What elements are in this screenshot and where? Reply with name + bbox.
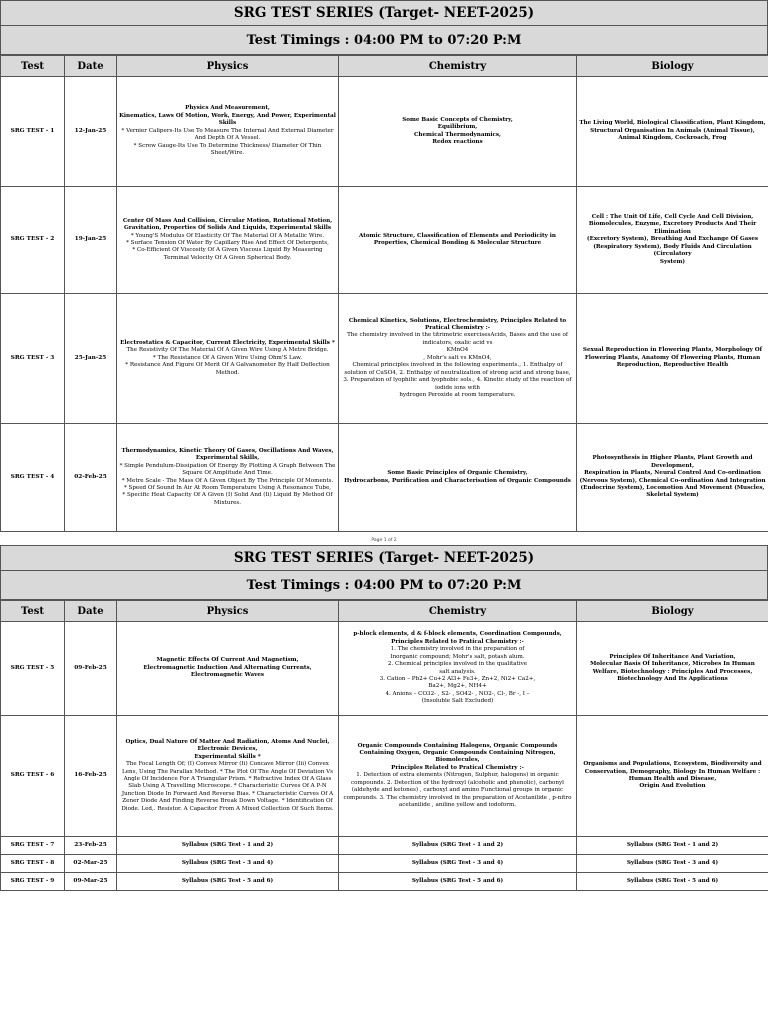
header-biology: Biology xyxy=(577,56,768,77)
header-chemistry: Chemistry xyxy=(339,56,577,77)
biology-syllabus: Syllabus (SRG Test - 1 and 2) xyxy=(626,841,719,848)
physics-syllabus-cell xyxy=(117,716,339,837)
chemistry-syllabus-cell xyxy=(339,77,577,187)
biology-syllabus: Syllabus (SRG Test - 3 and 4) xyxy=(626,859,719,866)
header-physics: Physics xyxy=(117,601,339,622)
physics-syllabus-cell xyxy=(117,855,339,873)
series-title: SRG TEST SERIES (Target- NEET-2025) xyxy=(0,0,768,26)
test-name: SRG TEST - 9 xyxy=(10,877,55,884)
test-date: 19-Jan-25 xyxy=(74,236,107,243)
physics-syllabus-cell xyxy=(117,837,339,855)
header-test: Test xyxy=(1,601,65,622)
test-name: SRG TEST - 6 xyxy=(10,772,55,779)
test-date: 09-Feb-25 xyxy=(74,664,107,671)
header-row xyxy=(1,601,768,622)
table-row xyxy=(1,837,768,855)
physics-syllabus-cell xyxy=(117,622,339,716)
biology-syllabus: Syllabus (SRG Test - 5 and 6) xyxy=(626,877,719,884)
test-name-cell xyxy=(1,294,65,424)
chemistry-syllabus-cell xyxy=(339,187,577,294)
physics-syllabus: Syllabus (SRG Test - 1 and 2) xyxy=(181,841,274,848)
physics-topics: Center Of Mass And Collision, Circular Motion, Rotational Motion, Gravitation, Properties Of Solids And Liquids, Experimental Skills xyxy=(122,217,333,232)
chemistry-practicals: 1. Detection of extra elements (Nitrogen, Sulphur, halogens) in organic compounds. 2. Detection of the hydroxyl (alcoholic and phenolic), carbonyl (aldehyde and ketones) , carboxyl and amino Functional groups in organic compounds. 3. The chemistry involved in the preparation of Acetanilide , p-nitro acetanilide , aniline yellow and iodoform. xyxy=(343,772,572,809)
header-chemistry: Chemistry xyxy=(339,601,577,622)
biology-syllabus-cell xyxy=(577,424,768,532)
test-timings: Test Timings : 04:00 PM to 07:20 P:M xyxy=(0,571,768,600)
table-row xyxy=(1,855,768,873)
chemistry-topics: Organic Compounds Containing Halogens, Organic Compounds Containing Oxygen, Organic Compounds Containing Nitrogen, Biomolecules, Principles Related to Pratical Chemistry :- xyxy=(357,742,558,771)
test-name-cell xyxy=(1,187,65,294)
table-row xyxy=(1,716,768,837)
test-date-cell xyxy=(65,424,117,532)
test-name: SRG TEST - 7 xyxy=(10,841,55,848)
biology-syllabus-cell xyxy=(577,77,768,187)
chemistry-syllabus-cell xyxy=(339,873,577,891)
table-row xyxy=(1,424,768,532)
test-date: 23-Feb-25 xyxy=(74,841,107,848)
header-biology: Biology xyxy=(577,601,768,622)
biology-syllabus-cell xyxy=(577,294,768,424)
physics-syllabus-cell xyxy=(117,77,339,187)
chemistry-topics: Some Basic Concepts of Chemistry, Equilibrium, Chemical Thermodynamics, Redox reactions xyxy=(402,116,513,145)
biology-syllabus-cell xyxy=(577,187,768,294)
chemistry-topics: p-block elements, d & f-block elements, Coordination Compounds, Principles Related to Pratical Chemistry :- xyxy=(353,631,562,645)
physics-experiments: * Simple Pendulum-Dissipation Of Energy By Plotting A Graph Between The Square Of Amplitude And Time. * Metre Scale - The Mass Of A Given Object By The Principle Of Moments. * Speed Of Sound In Air At Room Temperature Using A Resonance Tube, * Specific Heat Capacity Of A Given (I) Solid And (Ii) Liquid By Method Of Mixtures. xyxy=(119,462,336,506)
test-date-cell xyxy=(65,622,117,716)
test-date-cell xyxy=(65,77,117,187)
chemistry-practicals: 1. The chemistry involved in the preparation of Inorganic compound; Mohr's salt, potash alum. 2. Chemical principles involved in the qualitative salt analysis. 3. Cation – Pb2+ Cu+2 Al3+ Fe3+, Zn+2, Ni2+ Ca2+, Ba2+, Mg2+, NH4+ 4. Anions – CO32- , S2- , SO42- , NO2-, Cl-, Br -, I – (Insoluble Salt Excluded) xyxy=(379,646,536,705)
test-date: 16-Feb-25 xyxy=(74,772,107,779)
chemistry-topics: Some Basic Principles of Organic Chemistry, Hydrocarbons, Purification and Characterisation of Organic Compounds xyxy=(344,470,571,484)
chemistry-syllabus-cell xyxy=(339,622,577,716)
test-date-cell xyxy=(65,855,117,873)
physics-topics: Electrostatics & Capacitor, Current Electricity, Experimental Skills * xyxy=(120,339,335,346)
physics-syllabus-cell xyxy=(117,424,339,532)
test-name-cell xyxy=(1,837,65,855)
test-date: 02-Feb-25 xyxy=(74,473,107,480)
test-name-cell xyxy=(1,855,65,873)
schedule-table-2 xyxy=(0,600,768,891)
test-name-cell xyxy=(1,77,65,187)
physics-topics: Thermodynamics, Kinetic Theory Of Gases, Oscillations And Waves, Experimental Skills, xyxy=(121,447,334,462)
biology-topics: The Living World, Biological Classification, Plant Kingdom, Structural Organisation In Animals (Animal Tissue), Animal Kingdom, Cockroach, Frog xyxy=(579,120,766,142)
test-date-cell xyxy=(65,716,117,837)
physics-experiments: * Young'S Modulus Of Elasticity Of The Material Of A Metallic Wire. * Surface Tension Of Water By Capillary Rise And Effect Of Detergents, * Co-Efficient Of Viscosity Of A Given Viscous Liquid By Measuring Terminal Velocity Of A Given Spherical Body. xyxy=(126,232,329,261)
test-name: SRG TEST - 2 xyxy=(10,236,55,243)
chemistry-topics: Chemical Kinetics, Solutions, Electrochemistry, Principles Related to Pratical Chemistry :- xyxy=(348,317,567,332)
test-name-cell xyxy=(1,622,65,716)
chemistry-syllabus-cell xyxy=(339,716,577,837)
biology-syllabus-cell xyxy=(577,622,768,716)
biology-topics: Sexual Reproduction in Flowering Plants, Morphology Of Flowering Plants, Anatomy Of Flowering Plants, Human Reproduction, Reproductive Health xyxy=(582,347,763,369)
test-name-cell xyxy=(1,716,65,837)
header-date: Date xyxy=(65,56,117,77)
chemistry-syllabus: Syllabus (SRG Test - 3 and 4) xyxy=(411,859,504,866)
test-date-cell xyxy=(65,294,117,424)
physics-syllabus: Syllabus (SRG Test - 3 and 4) xyxy=(181,859,274,866)
biology-topics: Organisms and Populations, Ecosystem, Biodiversity and Conservation, Demography, Biology In Human Welfare : Human Health and Disease, Origin And Evolution xyxy=(583,761,762,790)
physics-experiments: The Focal Length Of; (I) Convex Mirror (Ii) Concave Mirror (Iii) Convex Lens, Using The Parallax Method. * The Plot Of The Angle Of Deviation Vs Angle Of Incidence For A Triangular Prism. * Refractive Index Of A Glass Slab Using A Travelling Microscope. * Characteristic Curves Of A P-N Junction Diode In Forward And Reverse Bias. * Characteristic Curves Of A Zener Diode And Finding Reverse Break Down Voltage. * Identification Of Diode. Led,. Resistor. A Capacitor From A Mixed Collection Of Such Items. xyxy=(121,761,334,812)
biology-topics: Photosynthesis in Higher Plants, Plant Growth and Development, Respiration in Plants, Neural Control And Co-ordination (Nervous System), Chemical Co-ordination And Integration (Endocrine System), Locomotion And Movement (Muscles, Skeletal System) xyxy=(579,455,766,499)
schedule-table-1 xyxy=(0,55,768,532)
series-title: SRG TEST SERIES (Target- NEET-2025) xyxy=(0,545,768,571)
test-name: SRG TEST - 3 xyxy=(10,354,55,361)
chemistry-syllabus-cell xyxy=(339,837,577,855)
physics-syllabus-cell xyxy=(117,294,339,424)
header-row xyxy=(1,56,768,77)
test-date: 25-Jan-25 xyxy=(74,354,107,361)
chemistry-syllabus: Syllabus (SRG Test - 5 and 6) xyxy=(411,877,504,884)
table-row xyxy=(1,622,768,716)
chemistry-syllabus: Syllabus (SRG Test - 1 and 2) xyxy=(411,841,504,848)
physics-topics: Physics And Measurement, Kinematics, Laws Of Motion, Work, Energy, And Power, Experimental Skills xyxy=(119,105,336,127)
header-physics: Physics xyxy=(117,56,339,77)
biology-syllabus-cell xyxy=(577,873,768,891)
test-date: 02-Mar-25 xyxy=(73,859,108,866)
physics-topics: Optics, Dual Nature Of Matter And Radiation, Atoms And Nuclei, Electronic Devices, Experimental Skills * xyxy=(125,738,330,760)
physics-experiments: * Vernier Calipers-Its Use To Measure The Internal And External Diameter And Depth Of A Vessel. * Screw Gauge-Its Use To Determine Thickness/ Diameter Of Thin Sheet/Wire. xyxy=(121,127,334,157)
table-row xyxy=(1,294,768,424)
physics-topics: Magnetic Effects Of Current And Magnetism, Electromagnetic Induction And Alternating Currents, Electromagnetic Waves xyxy=(143,657,312,679)
test-name: SRG TEST - 8 xyxy=(10,859,55,866)
test-timings: Test Timings : 04:00 PM to 07:20 P:M xyxy=(0,26,768,55)
chemistry-syllabus-cell xyxy=(339,294,577,424)
biology-syllabus-cell xyxy=(577,716,768,837)
page-number: Page 1 of 2 xyxy=(371,538,397,543)
physics-syllabus: Syllabus (SRG Test - 5 and 6) xyxy=(181,877,274,884)
biology-topics: Cell : The Unit Of Life, Cell Cycle And Cell Division, Biomolecules, Enzyme, Excretory Products And Their Elimination (Excretory System), Breathing And Exchange Of Gases (Respiratory System), Body Fluids And Circulation (Circulatory System) xyxy=(586,213,759,265)
test-name: SRG TEST - 5 xyxy=(10,664,55,671)
test-name: SRG TEST - 1 xyxy=(10,127,55,134)
test-date-cell xyxy=(65,837,117,855)
chemistry-syllabus-cell xyxy=(339,424,577,532)
test-name: SRG TEST - 4 xyxy=(10,473,55,480)
physics-syllabus-cell xyxy=(117,873,339,891)
physics-syllabus-cell xyxy=(117,187,339,294)
header-test: Test xyxy=(1,56,65,77)
biology-syllabus-cell xyxy=(577,837,768,855)
physics-experiments: The Resistivity Of The Material Of A Given Wire Using A Metre Bridge. * The Resistance Of A Given Wire Using Ohm'S Law. * Resistance And Figure Of Merit Of A Galvanometer By Half Deflection Method. xyxy=(125,347,330,376)
biology-syllabus-cell xyxy=(577,855,768,873)
table-row xyxy=(1,873,768,891)
test-date: 09-Mar-25 xyxy=(73,877,108,884)
schedule-page-2 xyxy=(0,545,768,891)
table-row xyxy=(1,77,768,187)
test-name-cell xyxy=(1,873,65,891)
test-date-cell xyxy=(65,873,117,891)
chemistry-syllabus-cell xyxy=(339,855,577,873)
chemistry-topics: Atomic Structure, Classification of Elements and Periodicity in Properties, Chemical Bonding & Molecular Structure xyxy=(359,232,556,246)
biology-topics: Principles Of Inheritance And Variation, Molecular Basis Of Inheritance, Microbes In Human Welfare, Biotechnology : Principles And Processes, Biotechnology And Its Applications xyxy=(590,653,755,682)
test-name-cell xyxy=(1,424,65,532)
test-date: 12-Jan-25 xyxy=(74,127,107,134)
header-date: Date xyxy=(65,601,117,622)
test-date-cell xyxy=(65,187,117,294)
chemistry-practicals: The chemistry involved in the titrimetric exercisesAcids, Bases and the use of indicators, oxalic acid vs KMnO4 , Mohr's salt vs KMnO4, Chemical principles involved in the following experiments., 1. Enthalpy of solution of CuSO4, 2. Enthalpy of neutralization of strong acid and strong base, 3. Preparation of lyophilic and lyophobic sols., 4. Kinetic study of the reaction of iodide ions with hydrogen Peroxide at room temperature. xyxy=(343,332,572,398)
table-row xyxy=(1,187,768,294)
